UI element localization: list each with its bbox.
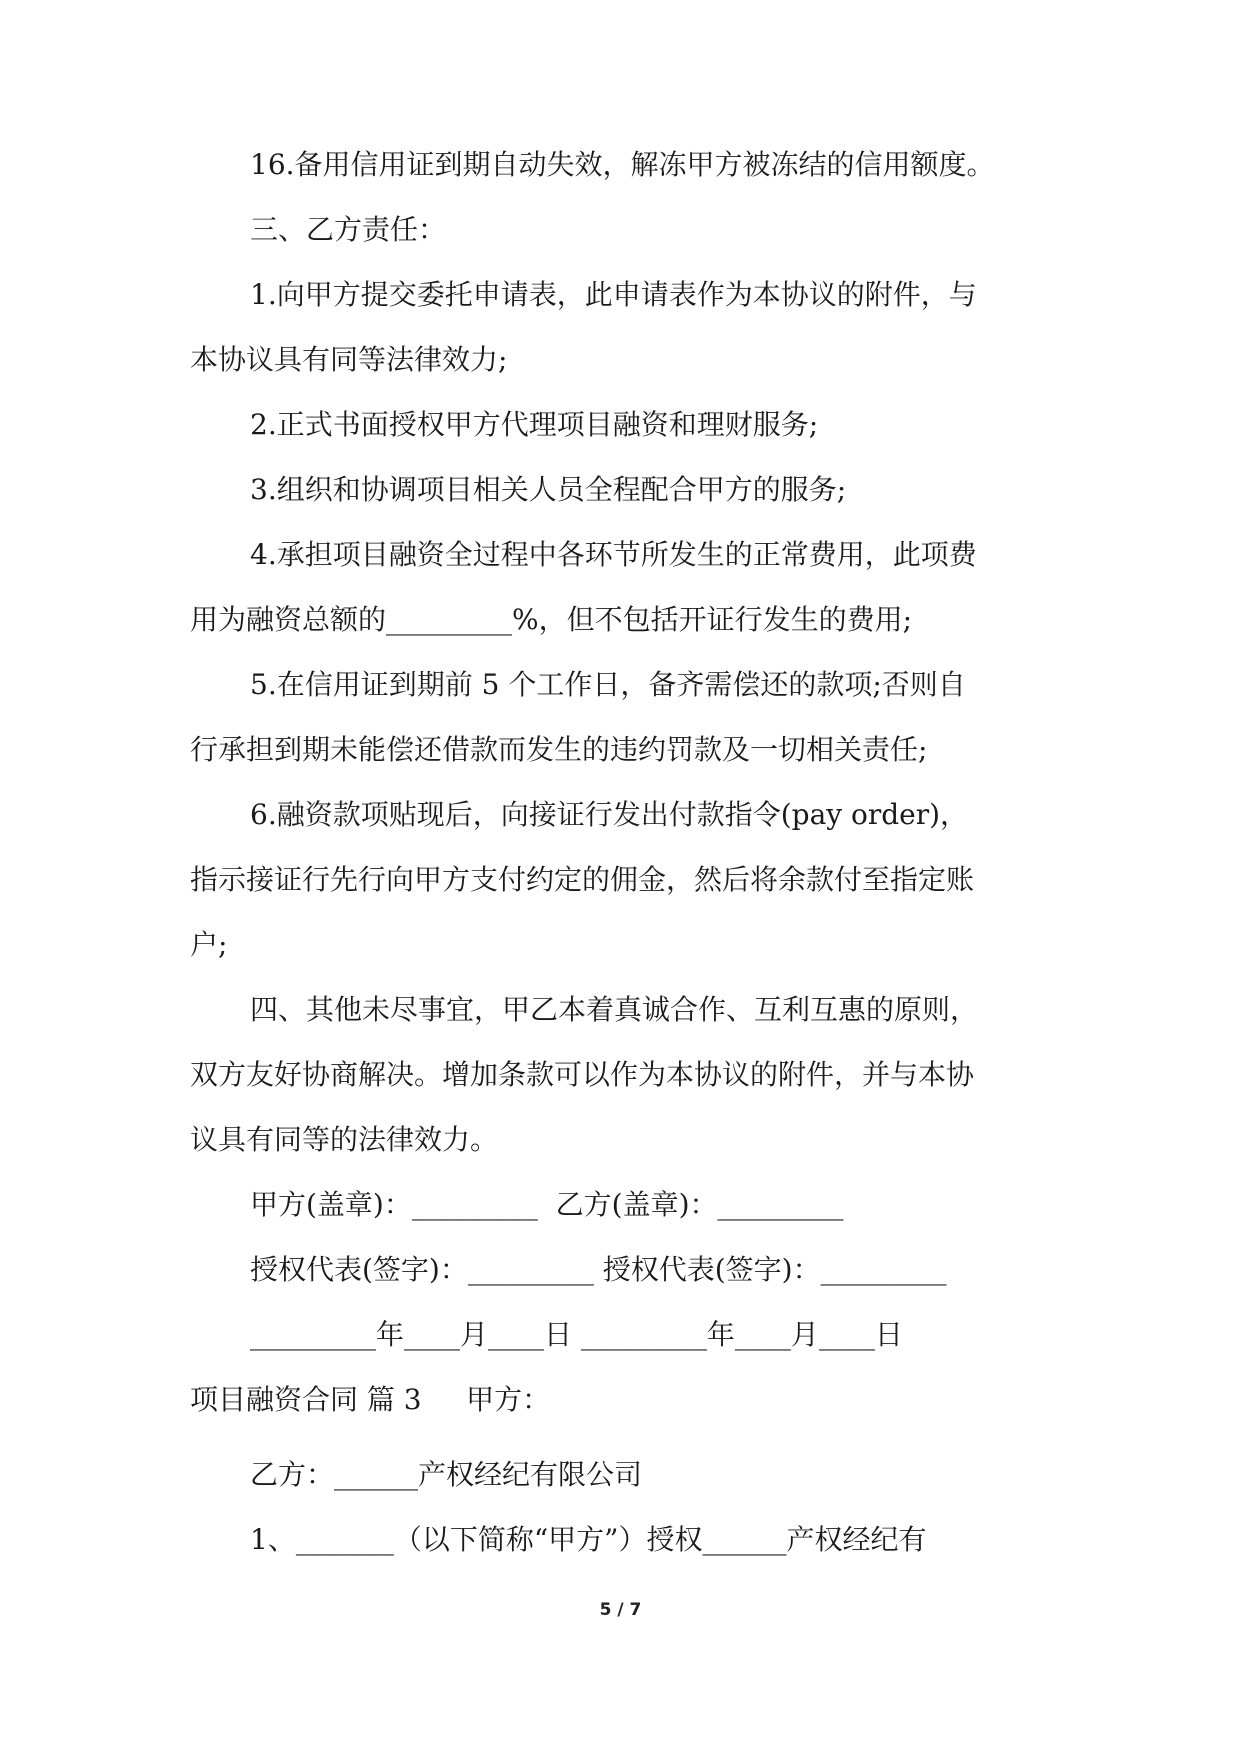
paragraph-line: 户; [190, 928, 228, 961]
signature-representative-line: 授权代表(签字)：_________ 授权代表(签字)：_________ [250, 1253, 947, 1286]
paragraph-line: 1.向甲方提交委托申请表，此申请表作为本协议的附件，与 [250, 278, 977, 311]
paragraph-line: 2.正式书面授权甲方代理项目融资和理财服务; [250, 408, 819, 441]
party-b-line: 乙方：______产权经纪有限公司 [250, 1458, 643, 1491]
paragraph-line: 16.备用信用证到期自动失效，解冻甲方被冻结的信用额度。 [250, 148, 995, 181]
section-heading: 三、乙方责任： [250, 213, 447, 246]
paragraph-line: 3.组织和协调项目相关人员全程配合甲方的服务; [250, 473, 847, 506]
paragraph-line: 1、_______（以下简称“甲方”）授权______产权经纪有 [250, 1523, 927, 1556]
paragraph-line: 行承担到期未能偿还借款而发生的违约罚款及一切相关责任; [190, 733, 928, 766]
signature-date-line: _________年____月____日 _________年____月____日 [250, 1318, 903, 1351]
contract-heading: 项目融资合同 篇 3 甲方： [190, 1383, 551, 1416]
paragraph-line: 四、其他未尽事宜，甲乙本着真诚合作、互利互惠的原则， [250, 993, 979, 1026]
paragraph-line: 5.在信用证到期前 5 个工作日，备齐需偿还的款项;否则自 [250, 668, 966, 701]
paragraph-line: 双方友好协商解决。增加条款可以作为本协议的附件，并与本协 [190, 1058, 975, 1091]
paragraph-line: 指示接证行先行向甲方支付约定的佣金，然后将余款付至指定账 [190, 863, 975, 896]
paragraph-line: 议具有同等的法律效力。 [190, 1123, 499, 1156]
paragraph-line: 6.融资款项贴现后，向接证行发出付款指令(pay order)， [250, 798, 969, 831]
paragraph-line: 本协议具有同等法律效力; [190, 343, 508, 376]
paragraph-line: 用为融资总额的_________%，但不包括开证行发生的费用; [190, 603, 913, 636]
paragraph-line: 4.承担项目融资全过程中各环节所发生的正常费用，此项费 [250, 538, 977, 571]
page-number: 5 / 7 [599, 1600, 642, 1620]
signature-seal-line: 甲方(盖章)：_________ 乙方(盖章)：_________ [250, 1188, 844, 1221]
